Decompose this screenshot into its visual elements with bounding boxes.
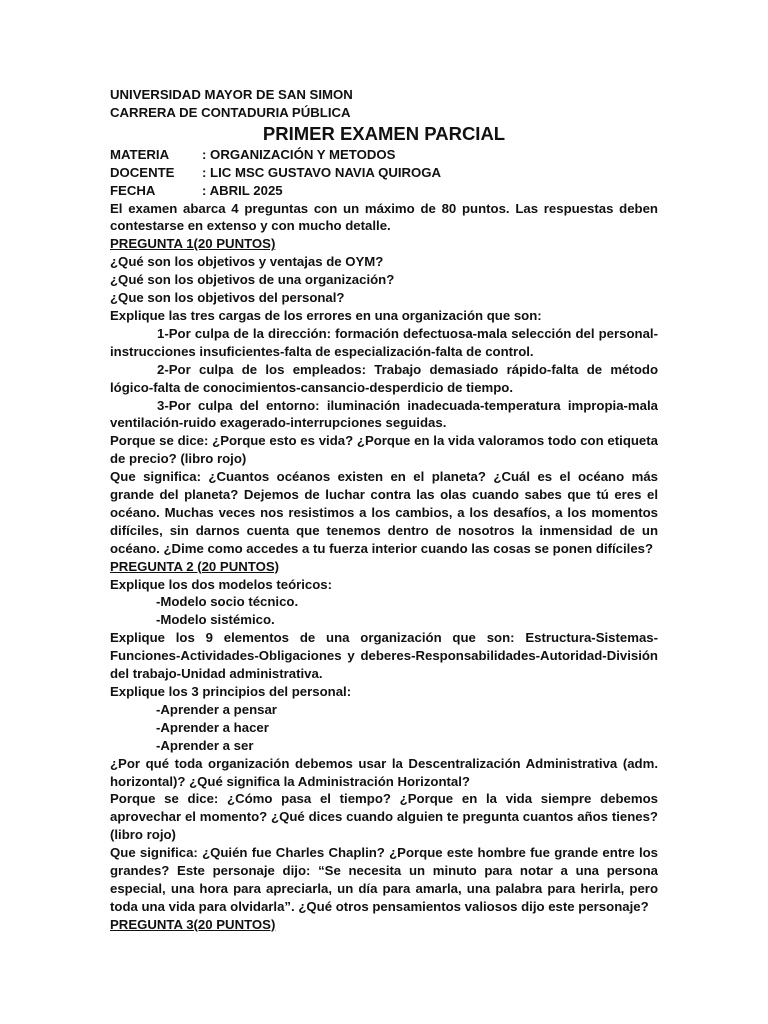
q2-model: -Modelo sistémico. (156, 612, 275, 628)
q1-paragraph: Porque se dice: ¿Porque esto es vida? ¿Porque en la vida valoramos todo con etiqueta de precio? (libro rojo) (110, 433, 658, 467)
q1-item: ¿Que son los objetivos del personal? (110, 290, 345, 306)
q1-cause: 3-Por culpa del entorno: iluminación inadecuada-temperatura impropia-mala ventilación-ruido exagerado-interrupciones seguidas. (110, 397, 658, 431)
question-2-heading: PREGUNTA 2 (20 PUNTOS) (110, 558, 280, 574)
q2-model: -Modelo socio técnico. (156, 594, 299, 610)
q2-paragraph: Que significa: ¿Quién fue Charles Chaplin? ¿Porque este hombre fue grande entre los grandes? Este personaje dijo: “Se necesita un minuto para notar a una persona especial, una hora para apreciarla, un día para amarla, una palabra para herirla, pero toda una vida para olvidarla”. ¿Qué otros pensamientos valiosos dijo este personaje? (110, 845, 658, 914)
info-key: DOCENTE (110, 164, 175, 180)
q2-principle: -Aprender a pensar (156, 701, 277, 717)
q2-paragraph: Porque se dice: ¿Cómo pasa el tiempo? ¿Porque en la vida siempre debemos aprovechar el momento? ¿Qué dices cuando alguien te pregunta cuantos años tienes? (libro rojo) (110, 791, 658, 843)
info-key: MATERIA (110, 146, 170, 162)
question-1-heading: PREGUNTA 1(20 PUNTOS) (110, 236, 276, 252)
q1-cause: 2-Por culpa de los empleados: Trabajo demasiado rápido-falta de método lógico-falta de conocimientos-cansancio-desperdicio de tiempo. (110, 361, 658, 395)
q2-paragraph: ¿Por qué toda organización debemos usar la Descentralización Administrativa (adm. horizontal)? ¿Qué significa la Administración Horizontal? (110, 755, 658, 789)
q1-cause: 1-Por culpa de la dirección: formación defectuosa-mala selección del personal-instrucciones insuficientes-falta de especialización-falta de control. (110, 325, 658, 359)
career-name: CARRERA DE CONTADURIA PÚBLICA (110, 104, 351, 120)
q2-principles-intro: Explique los 3 principios del personal: (110, 684, 352, 699)
info-value: : LIC MSC GUSTAVO NAVIA QUIROGA (202, 164, 442, 180)
q2-models-intro: Explique los dos modelos teóricos: (110, 576, 333, 592)
info-row-docente (110, 164, 658, 182)
question-3-heading: PREGUNTA 3(20 PUNTOS) (110, 916, 276, 932)
q2-principle: -Aprender a hacer (156, 719, 269, 735)
info-key: FECHA (110, 182, 156, 198)
q1-item: Explique las tres cargas de los errores en una organización que son: (110, 307, 542, 323)
info-row-materia (110, 146, 658, 164)
university-name: UNIVERSIDAD MAYOR DE SAN SIMON (110, 87, 353, 102)
q2-elements: Explique los 9 elementos de una organización que son: Estructura-Sistemas-Funciones-Actividades-Obligaciones y deberes-Responsabilidades-Autoridad-División del trabajo-Unidad administrativa. (110, 630, 658, 682)
q2-principle: -Aprender a ser (156, 737, 254, 753)
q1-item: ¿Qué son los objetivos de una organización? (110, 272, 395, 288)
q1-item: ¿Qué son los objetivos y ventajas de OYM? (110, 254, 384, 270)
exam-instructions: El examen abarca 4 preguntas con un máximo de 80 puntos. Las respuestas deben contestarse en extenso y con mucho detalle. (110, 200, 658, 234)
info-row-fecha (110, 182, 658, 200)
q1-paragraph: Que significa: ¿Cuantos océanos existen en el planeta? ¿Cuál es el océano más grande del planeta? Dejemos de luchar contra las olas cuando sabes que tú eres el océano. Muchas veces nos resistimos a los cambios, a los desafíos, a los momentos difíciles, sin darnos cuenta que tenemos dentro de nosotros la inmensidad de un océano. ¿Dime como accedes a tu fuerza interior cuando las cosas se ponen difíciles? (110, 469, 658, 556)
info-value: : ABRIL 2025 (202, 182, 283, 198)
exam-title: PRIMER EXAMEN PARCIAL (262, 122, 506, 144)
exam-document (110, 86, 658, 934)
info-value: : ORGANIZACIÓN Y METODOS (202, 146, 396, 162)
